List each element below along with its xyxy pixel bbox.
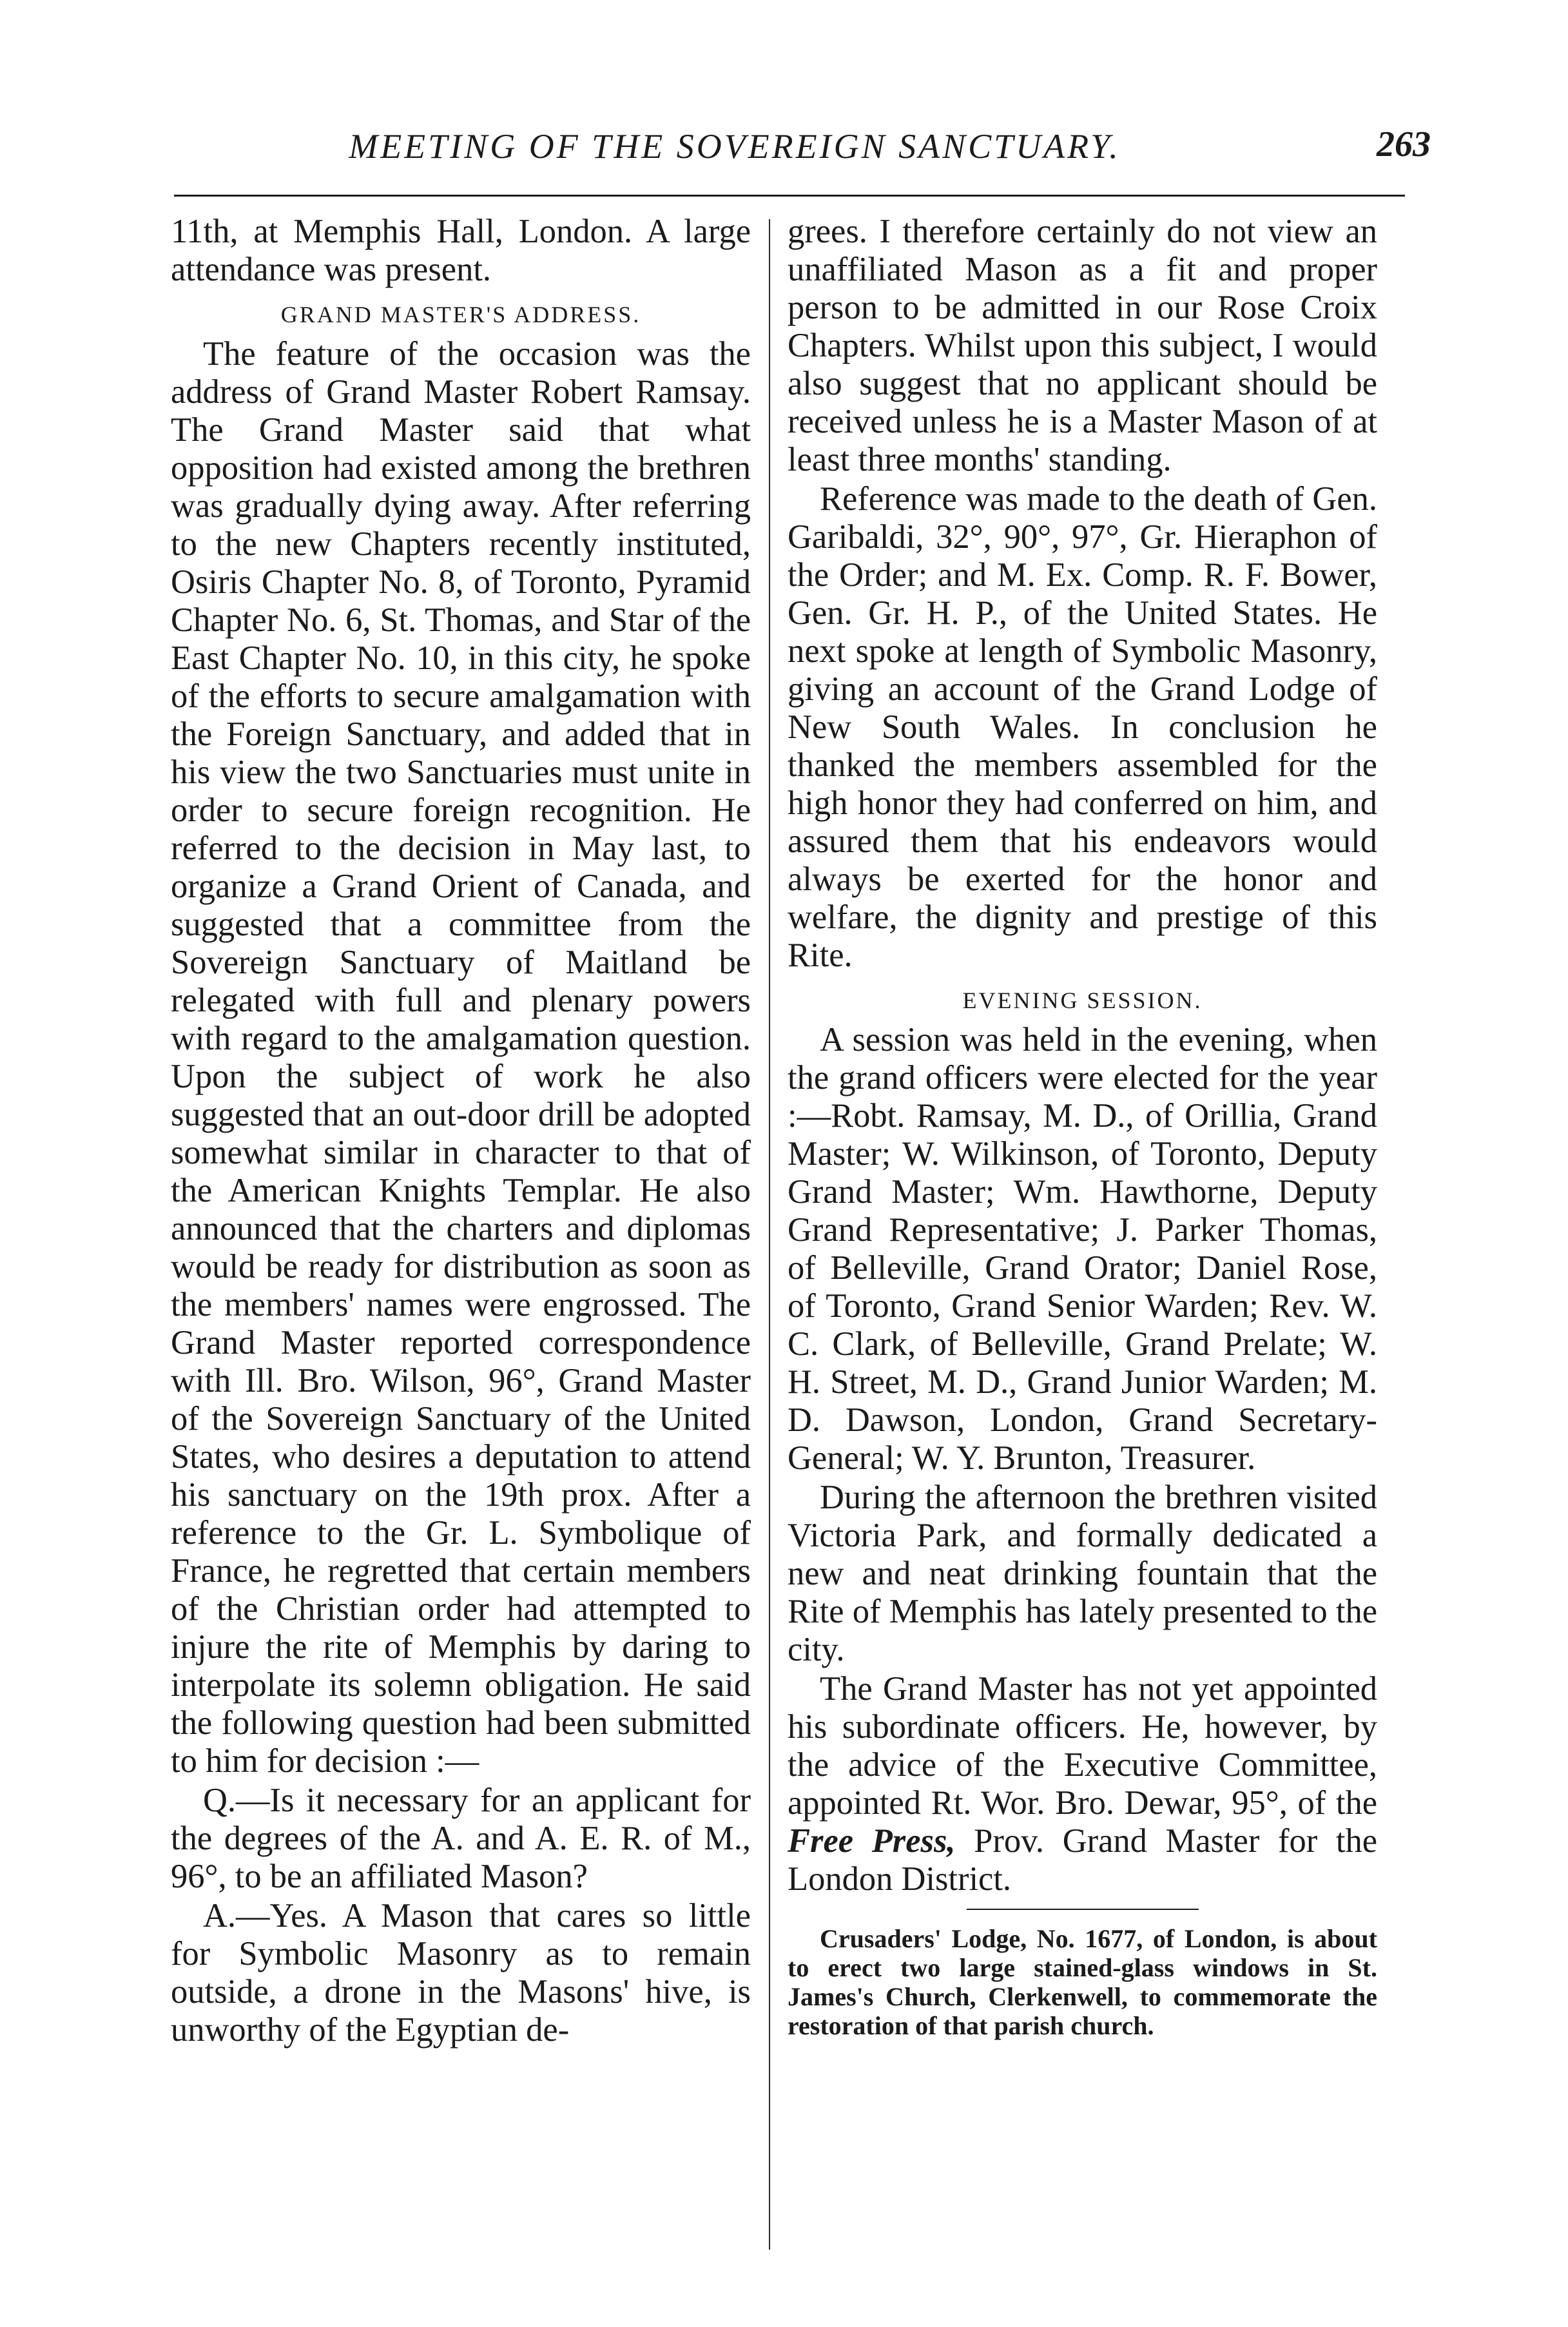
note-separator (967, 1909, 1199, 1910)
right-paragraph-1: grees. I therefore certainly do not view an unaffiliated Mason as a fit and proper person to be admitted in our Rose Croix Chapters. Whilst upon this subject, I would also suggest that no applicant should be received unless he is a Master Mason of at least three months' standing. (788, 213, 1377, 478)
left-paragraph-2: The feature of the occasion was the address of Grand Master Robert Ramsay. The Grand Master said that what opposition had existed among the brethren was gradually dying away. After referring to the new Chapters recently instituted, Osiris Chapter No. 8, of Toronto, Pyramid Chapter No. 6, St. Thomas, and Star of the East Chapter No. 10, in this city, he spoke of the efforts to secure amalgamation with the Foreign Sanctuary, and added that in his view the two Sanctuaries must unite in order to secure foreign recognition. He referred to the decision in May last, to organize a Grand Orient of Canada, and suggested that a committee from the Sovereign Sanctuary of Maitland be relegated with full and plenary powers with regard to the amalgamation question. Upon the subject of work he also suggested that an out-door drill be adopted somewhat similar in character to that of the American Knights Templar. He also announced that the charters and diplomas would be ready for distribution as soon as the members' names were engrossed. The Grand Master reported correspondence with Ill. Bro. Wilson, 96°, Grand Master of the Sovereign Sanctuary of the United States, who desires a deputation to attend his sanctuary on the 19th prox. After a reference to the Gr. L. Symbolique of France, he regretted that certain members of the Christian order had attempted to injure the rite of Memphis by daring to interpolate its solemn obligation. He said the following question had been submitted to him for decision :— (171, 335, 751, 1780)
left-column (171, 213, 751, 2049)
running-head (168, 121, 1431, 179)
answer-paragraph: A.—Yes. A Mason that cares so little for Symbolic Masonry as to remain outside, a drone in the Masons' hive, is unworthy of the Egyptian de- (171, 1897, 751, 2049)
newspaper-title: Free Press, (788, 1822, 956, 1860)
page-number: 263 (1377, 124, 1431, 164)
right-paragraph-4: During the afternoon the brethren visited Victoria Park, and formally dedicated a new and neat drinking fountain that the Rite of Memphis has lately presented to the city. (788, 1479, 1377, 1668)
header-rule (174, 195, 1405, 197)
p5-text-before: The Grand Master has not yet appointed his subordinate officers. He, however, by the advice of the Executive Committee, appointed Rt. Wor. Bro. Dewar, 95°, of the (788, 1670, 1377, 1822)
section-heading-evening-session: EVENING SESSION. (962, 988, 1203, 1013)
right-column (788, 213, 1377, 2040)
left-paragraph-1: 11th, at Memphis Hall, London. A large attendance was present. (171, 213, 751, 288)
crusaders-lodge-note: Crusaders' Lodge, No. 1677, of London, is about to erect two large stained-glass windows in St. James's Church, Clerkenwell, to commemorate the restoration of that parish church. (788, 1924, 1377, 2040)
running-title: MEETING OF THE SOVEREIGN SANCTUARY. (349, 127, 1121, 166)
column-divider (769, 219, 770, 2250)
p5-text-after: Prov. Grand Master for the London District. (788, 1822, 1378, 1898)
section-heading-grand-masters-address: GRAND MASTER'S ADDRESS. (280, 302, 641, 327)
right-paragraph-5 (788, 1670, 1377, 1898)
question-paragraph: Q.—Is it necessary for an applicant for the degrees of the A. and A. E. R. of M., 96°, to be an affiliated Mason? (171, 1782, 751, 1895)
right-paragraph-3: A session was held in the evening, when the grand officers were elected for the year :—Robt. Ramsay, M. D., of Orillia, Grand Master; W. Wilkinson, of Toronto, Deputy Grand Master; Wm. Hawthorne, Deputy Grand Representative; J. Parker Thomas, of Belleville, Grand Orator; Daniel Rose, of Toronto, Grand Senior Warden; Rev. W. C. Clark, of Belleville, Grand Prelate; W. H. Street, M. D., Grand Junior Warden; M. D. Dawson, London, Grand Secretary-General; W. Y. Brunton, Treasurer. (788, 1021, 1377, 1477)
right-paragraph-2: Reference was made to the death of Gen. Garibaldi, 32°, 90°, 97°, Gr. Hieraphon of the Order; and M. Ex. Comp. R. F. Bower, Gen. Gr. H. P., of the United States. He next spoke at length of Symbolic Masonry, giving an account of the Grand Lodge of New South Wales. In conclusion he thanked the members assembled for the high honor they had conferred on him, and assured them that his endeavors would always be exerted for the honor and welfare, the dignity and prestige of this Rite. (788, 480, 1377, 974)
